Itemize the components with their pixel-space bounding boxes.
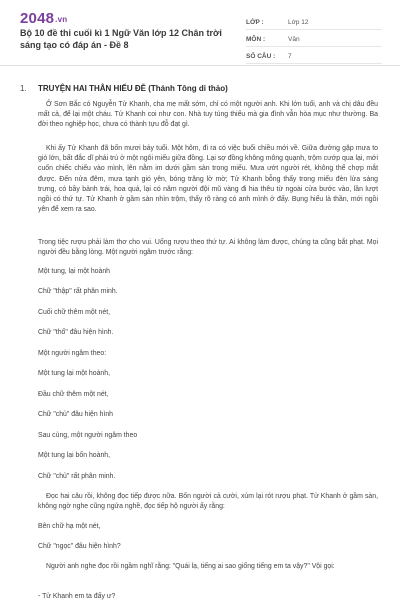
meta-value: Lớp 12 (288, 19, 309, 26)
poem-line: Bên chữ hạ một nét, (38, 523, 101, 530)
paragraph: Người anh nghe đọc rồi ngầm nghĩ rằng: "Quái lạ, tiếng ai sao giống tiếng em ta vậy?" Vội gọi: (46, 563, 335, 570)
poem-line: Chữ "thổ" đâu hiện hình. (38, 329, 114, 336)
meta-value: 7 (288, 53, 292, 60)
meta-row-subject (246, 31, 382, 47)
poem-line: Sau cùng, một người ngâm theo (38, 432, 138, 439)
paragraph: Khi ấy Tử Khanh đã bốn mươi bảy tuổi. Một hôm, đi ra có việc buổi chiều mới về. Giữa đường gặp mưa to gió lớn, bất đắc dĩ phải trú ở một ngôi miếu giữa đồng. Lại sợ đồng không mông quạnh, trộm cướp qua lại, mới cuốn chiếc chiếu vào mình, lên nằm im dưới gầm sàn trong miếu. Mưa ướt người rét, không thể chợp mắt được. Đến nửa đêm, mưa tạnh gió yên, bóng trăng lờ mờ; Tử Khanh bỗng thấy trong miếu đèn lửa sáng trưng, có bầy bảnh trái, hoa quả, lại có năm người đội mũ vàng đi hia thêu từ ngoài cửa bước vào, lần lượt ngồi có thứ tự. Tử Khanh ở gầm sàn nhìn trộm, thấy rõ ràng có anh mình ở đấy. Bụng hiểu là thần, mới ngồi yên để xem ra sao. (38, 145, 378, 214)
paragraph: Ở Sơn Bắc có Nguyễn Tử Khanh, cha mẹ mất sớm, chỉ có một người anh. Khi lớn tuổi, anh và chị dâu đều mất cả, để lại một cháu. Tử Khanh coi như con. Nhà tuy túng thiếu mà gia đình vẫn hòa mục như thường. Ba đời theo nghiệp học, chưa có thành tựu đỗ đạt gì. (38, 101, 378, 129)
poem-line: Chữ "chủ" rất phân minh. (38, 473, 116, 480)
question-heading (20, 83, 228, 94)
dialogue-line: - Tử Khanh em ta đấy ư? (38, 593, 116, 600)
poem-line: Chữ "ngọc" đâu hiện hình? (38, 543, 121, 550)
paragraph: Đọc hai câu rồi, không đọc tiếp được nữa. Bốn người cả cười, xúm lại rót rượu phạt. Tử Khanh ở gầm sàn, không ngờ nghe cũng ngứa nghề, đọc tiếp hộ người ấy rằng: (38, 493, 378, 511)
question-title: TRUYỆN HAI THÂN HIẾU ĐỄ (Thánh Tông di thảo) (38, 84, 228, 93)
meta-label: LỚP : (246, 19, 264, 26)
meta-row-grade (246, 14, 382, 30)
poem-line: Chữ "thập" rất phân minh. (38, 288, 118, 295)
document-title: Bộ 10 đề thi cuối kì 1 Ngữ Văn lớp 12 Chân trời sáng tạo có đáp án - Đề 8 (20, 28, 222, 50)
site-logo[interactable]: 2048.vn (20, 10, 68, 27)
meta-label: SỐ CÂU : (246, 53, 276, 60)
poem-line: Một tung lại bốn hoành, (38, 452, 111, 459)
poem-line: Cuối chữ thêm một nét, (38, 309, 111, 316)
poem-line: Đầu chữ thêm một nét, (38, 391, 109, 398)
exam-meta (246, 14, 382, 64)
question-number: 1. (20, 84, 27, 93)
poem-line: Chữ "chủ" đâu hiện hình (38, 411, 114, 418)
poem-line: Một tung, lại một hoành (38, 268, 111, 275)
meta-value: Văn (288, 36, 300, 43)
meta-label: MÔN : (246, 36, 266, 43)
poem-line: Một tung lại một hoành, (38, 370, 111, 377)
page-header (0, 0, 400, 66)
paragraph: Trong tiệc rượu phải làm thơ cho vui. Uống rượu theo thứ tự. Ai không làm được, chúng ta cũng bắt phạt. Mọi người đều bằng lòng. Một người ngâm trước rằng: (38, 239, 378, 257)
poem-line: Một người ngâm theo: (38, 350, 107, 357)
meta-row-question-count (246, 48, 382, 64)
